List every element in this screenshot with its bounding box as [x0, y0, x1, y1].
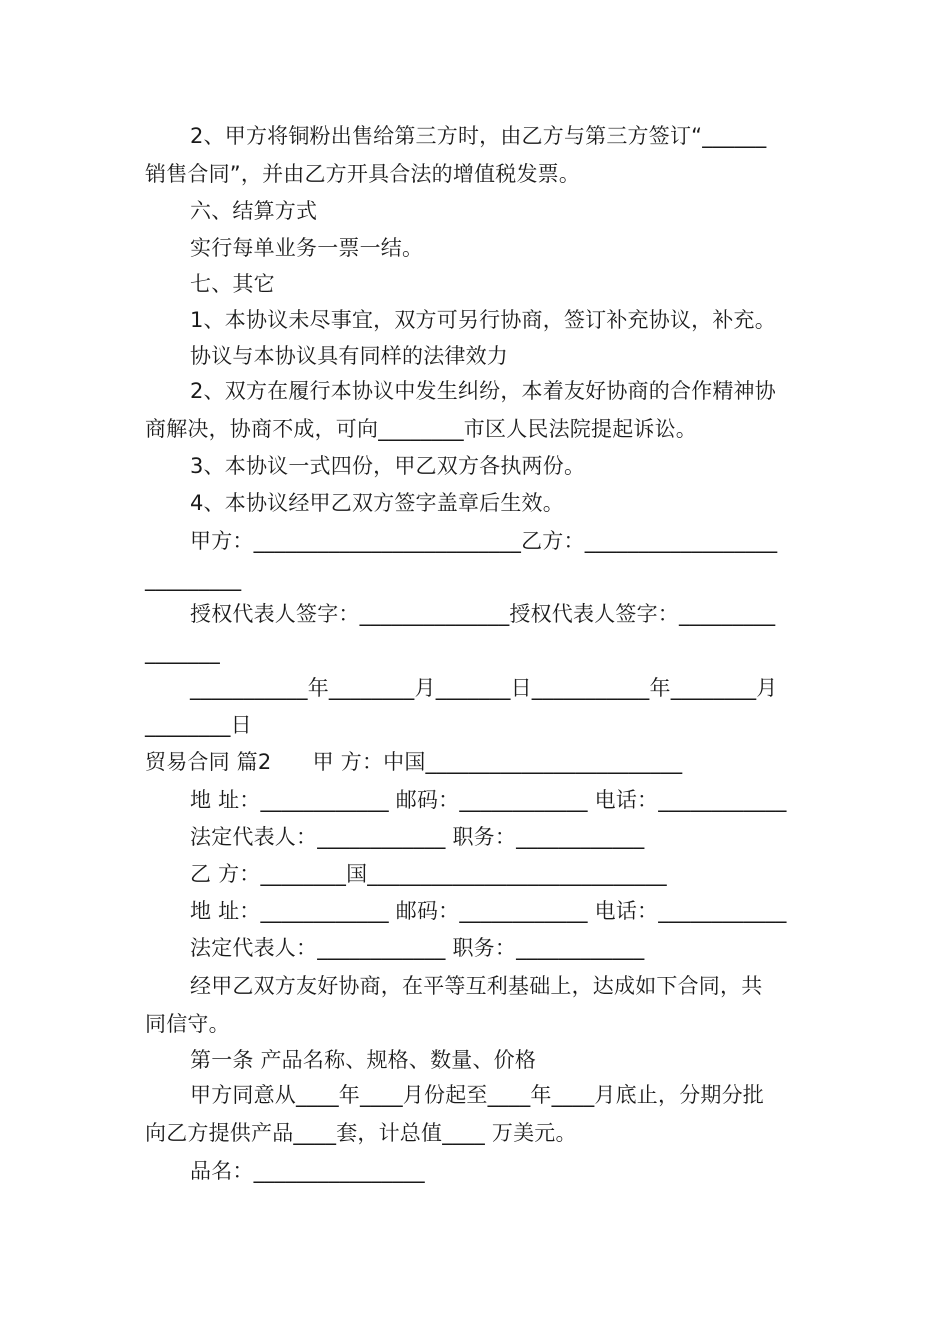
signature-line: 甲方：_________________________乙方：__________________ [190, 529, 778, 553]
text-line: 4、本协议经甲乙双方签字盖章后生效。 [190, 491, 564, 515]
text-line: 品名：________________ [190, 1159, 425, 1183]
party-info-line: 法定代表人：____________ 职务：____________ [190, 936, 645, 960]
text-line: 实行每单业务一票一结。 [190, 236, 424, 260]
party-info-line: 地 址：____________ 邮码：____________ 电话：____________ [190, 788, 787, 812]
section-heading: 六、结算方式 [190, 199, 318, 223]
date-line: ________日 [145, 713, 252, 737]
date-line: ___________年________月_______日___________年________月 [190, 676, 778, 700]
text-line: 协议与本协议具有同样的法律效力 [190, 344, 508, 368]
text-line: 向乙方提供产品____套，计总值____ 万美元。 [145, 1121, 577, 1145]
party-info-line: 乙 方：________国____________________________ [190, 862, 667, 886]
text-line: 2、甲方将铜粉出售给第三方时，由乙方与第三方签订“______ [190, 124, 767, 148]
signature-line: _______ [145, 640, 220, 664]
party-info-line: 法定代表人：____________ 职务：____________ [190, 825, 645, 849]
text-line: 甲方同意从____年____月份起至____年____月底止，分期分批 [190, 1083, 764, 1107]
text-line: 2、双方在履行本协议中发生纠纷，本着友好协商的合作精神协 [190, 379, 776, 403]
text-line: 1、本协议未尽事宜，双方可另行协商，签订补充协议，补充。 [190, 308, 776, 332]
text-line: 经甲乙双方友好协商，在平等互利基础上，达成如下合同，共 [190, 974, 763, 998]
contract-title: 贸易合同 篇2 甲 方：中国________________________ [145, 750, 683, 774]
text-line: 同信守。 [145, 1012, 230, 1036]
signature-line: 授权代表人签字：______________授权代表人签字：_________ [190, 602, 776, 626]
text-line: 销售合同”，并由乙方开具合法的增值税发票。 [145, 162, 581, 186]
section-heading: 七、其它 [190, 272, 275, 296]
text-line: 3、本协议一式四份，甲乙双方各执两份。 [190, 454, 586, 478]
signature-line: _________ [145, 567, 242, 591]
text-line: 商解决，协商不成，可向________市区人民法院提起诉讼。 [145, 417, 697, 441]
party-info-line: 地 址：____________ 邮码：____________ 电话：____________ [190, 899, 787, 923]
section-heading: 第一条 产品名称、规格、数量、价格 [190, 1048, 537, 1072]
